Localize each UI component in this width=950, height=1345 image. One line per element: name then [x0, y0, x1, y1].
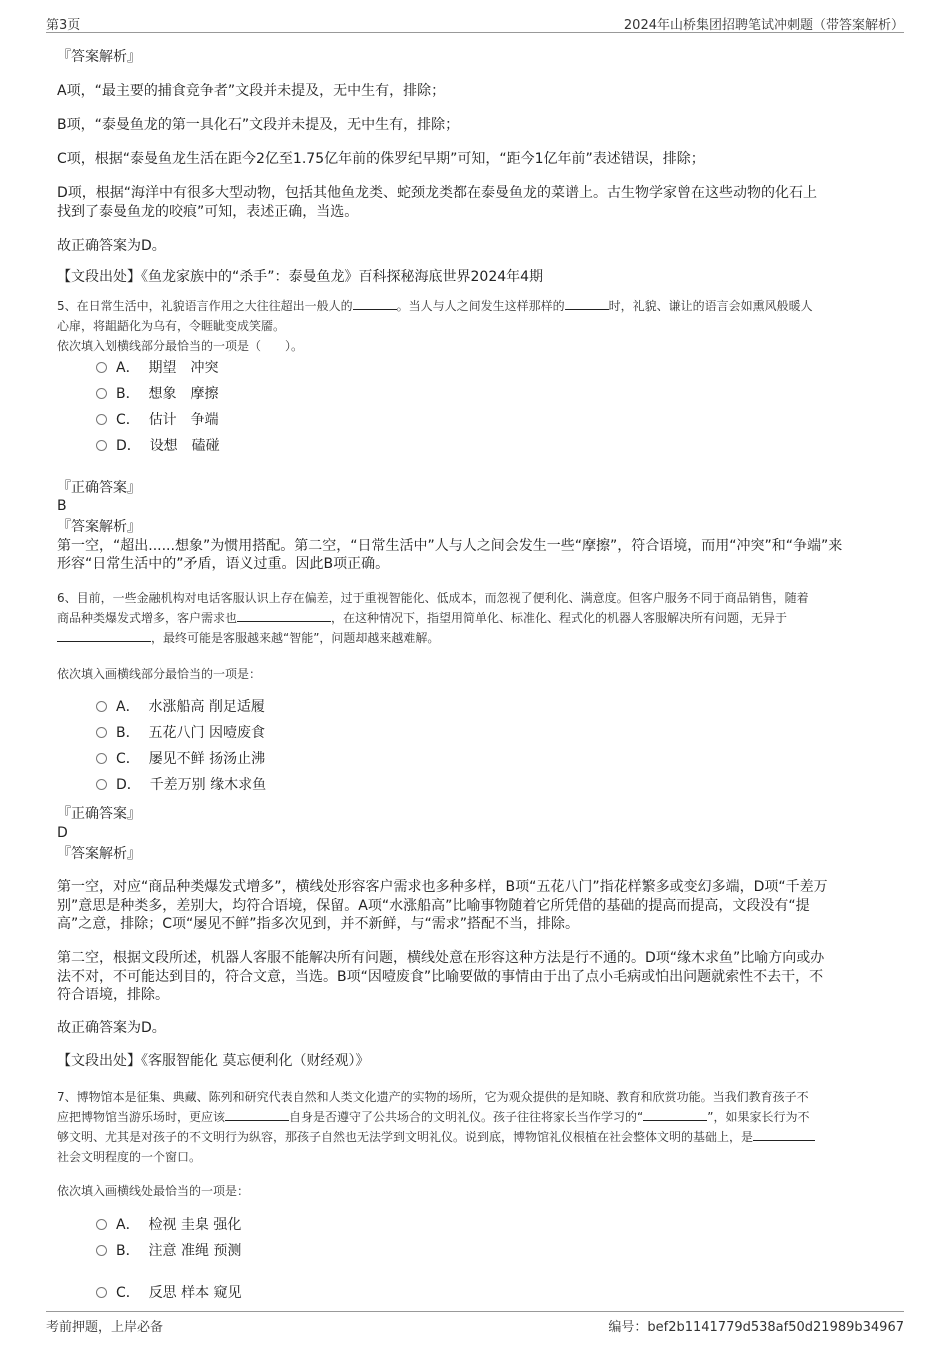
q6-correct-label: 『正确答案』	[57, 806, 141, 822]
q6-analysis-label: 『答案解析』	[57, 846, 141, 862]
q6-stem-line1: 6、目前，一些金融机构对电话客服认识上存在偏差，过于重视智能化、低成本，而忽视了便利化、满意度。但客户服务不同于商品销售，随着	[57, 591, 809, 605]
q5-prompt: 依次填入划横线部分最恰当的一项是（ ）。	[57, 339, 304, 353]
radio-icon[interactable]	[96, 440, 107, 451]
q5-answer: B	[57, 498, 67, 514]
q6-answer: D	[57, 825, 68, 841]
footer-slogan: 考前押题，上岸必备	[46, 1320, 164, 1335]
q5-analysis-line2: 形容“日常生活中的”矛盾，语义过重。因此B项正确。	[57, 556, 390, 572]
q7-option-b[interactable]: B． 注意 准绳 预测	[96, 1242, 241, 1260]
q5-stem-line2: 心扉，将龃龉化为乌有，令睚眦变成笑靥。	[57, 319, 286, 333]
q6-conclusion: 故正确答案为D。	[57, 1020, 166, 1036]
document-title: 2024年山桥集团招聘笔试冲刺题（带答案解析）	[623, 18, 904, 33]
q5-stem-line1: 5、在日常生活中，礼貌语言作用之大往往超出一般人的 。当人与人之间发生这样那样的 时，礼貌、谦让的语言会如熏风般暖人	[57, 299, 813, 313]
q7-blank-3	[753, 1128, 815, 1141]
q6-blank-2	[57, 629, 151, 642]
q7-stem-line4: 社会文明程度的一个窗口。	[57, 1150, 202, 1164]
q7-blank-1	[225, 1108, 289, 1121]
q6-option-c[interactable]: C． 屡见不鲜 扬汤止沸	[96, 750, 265, 768]
q5-option-b[interactable]: B． 想象 摩擦	[96, 385, 219, 403]
q6-analysis-p2-line3: 符合语境，排除。	[57, 987, 169, 1003]
q6-blank-1	[237, 609, 331, 622]
q7-stem-line2: 应把博物馆当游乐场时，更应该 自身是否遵守了公共场合的文明礼仪。孩子往往将家长当作学习的“ ”，如果家长行为不	[57, 1110, 810, 1124]
radio-icon[interactable]	[96, 362, 107, 373]
q4-analysis-label: 『答案解析』	[57, 49, 141, 65]
q4-analysis-d-line1: D项，根据“海洋中有很多大型动物，包括其他鱼龙类、蛇颈龙类都在泰曼鱼龙的菜谱上。古生物学家曾在这些动物的化石上	[57, 185, 818, 201]
radio-icon[interactable]	[96, 1245, 107, 1256]
q5-blank-1	[353, 297, 397, 310]
radio-icon[interactable]	[96, 388, 107, 399]
q6-analysis-p2-line2: 法不对，不可能达到目的，符合文意，当选。B项“因噎废食”比喻要做的事情由于出了点小毛病或怕出问题就索性不去干，不	[57, 969, 824, 985]
q6-option-b[interactable]: B． 五花八门 因噎废食	[96, 724, 265, 742]
q7-option-a[interactable]: A． 检视 圭臬 强化	[96, 1216, 241, 1234]
q5-option-c[interactable]: C． 估计 争端	[96, 411, 219, 429]
q5-analysis-label: 『答案解析』	[57, 519, 141, 535]
q7-stem-line3: 够文明、尤其是对孩子的不文明行为纵容，那孩子自然也无法学到文明礼仪。说到底，博物馆礼仪根植在社会整体文明的基础上，是	[57, 1127, 905, 1147]
q6-prompt: 依次填入画横线部分最恰当的一项是：	[57, 667, 262, 681]
q4-source: 【文段出处】《鱼龙家族中的“杀手”：泰曼鱼龙》百科探秘海底世界2024年4期	[57, 269, 544, 285]
q6-option-a[interactable]: A． 水涨船高 削足适履	[96, 698, 265, 716]
q6-stem-line2: 商品种类爆发式增多，客户需求也 ，在这种情况下，指望用简单化、标准化、程式化的机器人客服解决所有问题，无异于	[57, 611, 788, 625]
q7-option-c[interactable]: C． 反思 样本 窥见	[96, 1284, 242, 1302]
q6-option-d[interactable]: D． 千差万别 缘木求鱼	[96, 776, 266, 794]
q4-analysis-c: C项，根据“泰曼鱼龙生活在距今2亿至1.75亿年前的侏罗纪早期”可知，“距今1亿年前”表述错误，排除；	[57, 151, 705, 167]
radio-icon[interactable]	[96, 1287, 107, 1298]
radio-icon[interactable]	[96, 779, 107, 790]
q6-analysis-p1-line3: 高”之意，排除；C项“屡见不鲜”指多次见到，并不新鲜，与“需求”搭配不当，排除。	[57, 916, 580, 932]
q5-analysis-line1: 第一空，“超出......想象”为惯用搭配。第二空，“日常生活中”人与人之间会发生一些“摩擦”，符合语境，而用“冲突”和“争端”来	[57, 538, 843, 554]
q5-blank-2	[565, 297, 609, 310]
q5-option-d[interactable]: D． 设想 磕碰	[96, 437, 220, 455]
page-footer	[46, 1311, 904, 1338]
q7-blank-2	[643, 1108, 707, 1121]
radio-icon[interactable]	[96, 414, 107, 425]
q6-analysis-p2-line1: 第二空，根据文段所述，机器人客服不能解决所有问题，横线处意在形容这种方法是行不通的。D项“缘木求鱼”比喻方向或办	[57, 950, 825, 966]
q6-source: 【文段出处】《客服智能化 莫忘便利化（财经观）》	[57, 1053, 370, 1069]
q6-analysis-p1-line1: 第一空，对应“商品种类爆发式增多”，横线处形容客户需求也多种多样，B项“五花八门”指花样繁多或变幻多端，D项“千差万	[57, 879, 828, 895]
q5-option-a[interactable]: A． 期望 冲突	[96, 359, 218, 377]
q4-conclusion: 故正确答案为D。	[57, 238, 166, 254]
q6-stem-line3: ，最终可能是客服越来越“智能”，问题却越来越难解。	[57, 628, 905, 648]
q5-correct-label: 『正确答案』	[57, 480, 141, 496]
radio-icon[interactable]	[96, 1219, 107, 1230]
q7-stem-line1: 7、博物馆本是征集、典藏、陈列和研究代表自然和人类文化遗产的实物的场所，它为观众提供的是知晓、教育和欣赏功能。当我们教育孩子不	[57, 1090, 809, 1104]
document-code: 编号：bef2b1141779d538af50d21989b34967	[608, 1320, 904, 1335]
radio-icon[interactable]	[96, 753, 107, 764]
radio-icon[interactable]	[96, 727, 107, 738]
page-number: 第3页	[46, 18, 81, 33]
q4-analysis-b: B项，“泰曼鱼龙的第一具化石”文段并未提及，无中生有，排除；	[57, 117, 460, 133]
q4-analysis-a: A项，“最主要的捕食竞争者”文段并未提及，无中生有，排除；	[57, 83, 446, 99]
q4-analysis-d-line2: 找到了泰曼鱼龙的咬痕”可知，表述正确，当选。	[57, 204, 359, 220]
radio-icon[interactable]	[96, 701, 107, 712]
page-header	[46, 10, 904, 33]
q6-analysis-p1-line2: 别”意思是种类多，差别大，均符合语境，保留。A项“水涨船高”比喻事物随着它所凭借的基础的提高而提高，文段没有“提	[57, 898, 810, 914]
q7-prompt: 依次填入画横线处最恰当的一项是：	[57, 1184, 250, 1198]
